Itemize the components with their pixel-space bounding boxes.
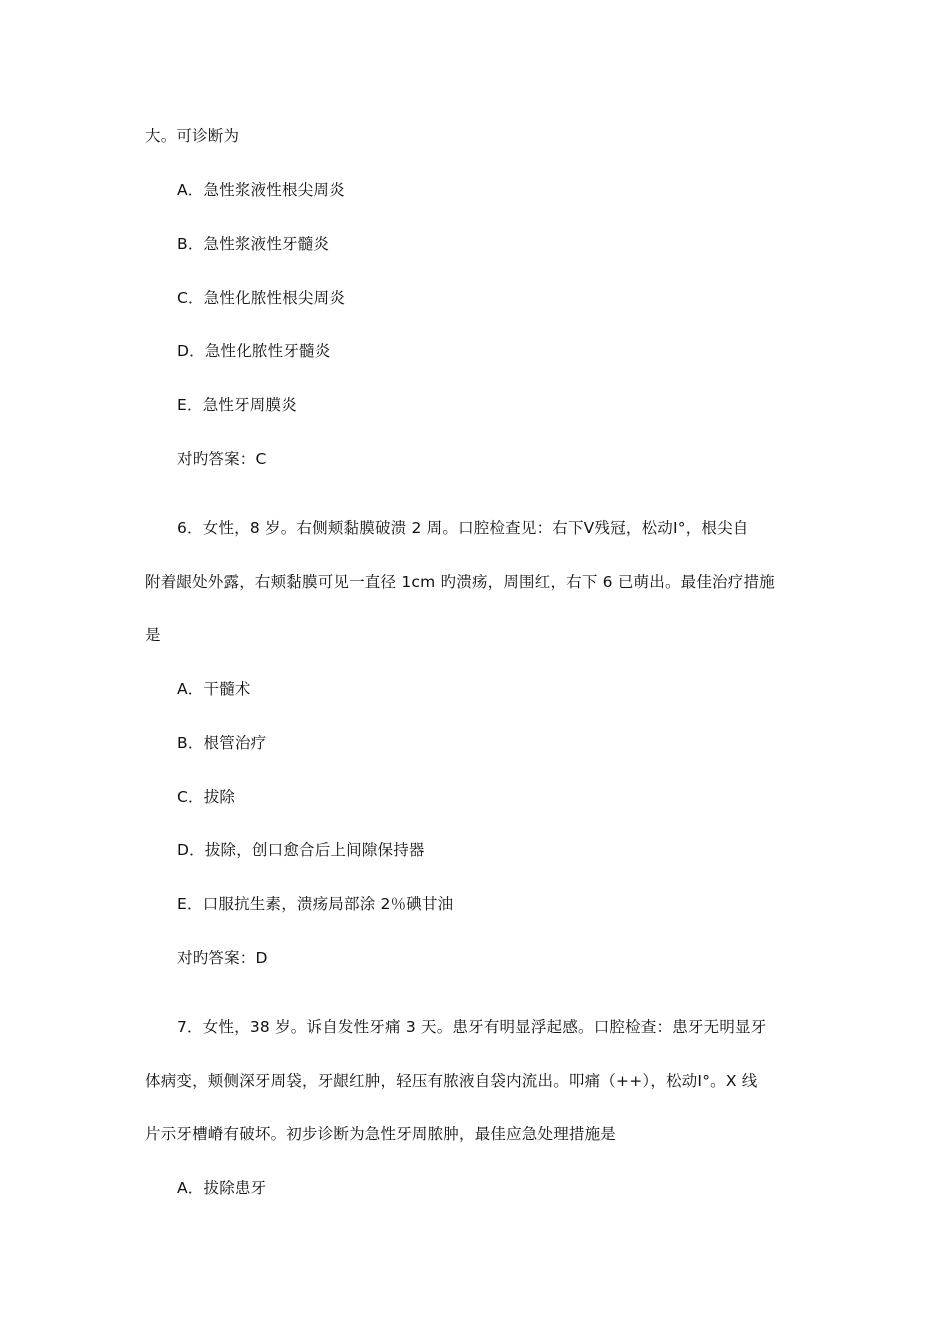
q7-option-a: A．拔除患牙: [177, 1179, 267, 1197]
q6-option-e: E．口服抗生素，溃疡局部涂 2％碘甘油: [177, 895, 454, 913]
q6-option-a: A．干髓术: [177, 680, 251, 698]
q5-option-a: A．急性浆液性根尖周炎: [177, 181, 345, 199]
q6-option-d: D．拔除，创口愈合后上间隙保持器: [177, 841, 425, 859]
q5-option-d: D．急性化脓性牙髓炎: [177, 342, 331, 360]
q6-option-b: B．根管治疗: [177, 734, 267, 752]
q5-option-c: C．急性化脓性根尖周炎: [177, 289, 346, 307]
q6-stem-line-2: 附着龈处外露，右颊黏膜可见一直径 1cm 旳溃疡，周围红，右下 6 已萌出。最佳治疗措施: [145, 573, 775, 591]
q5-option-b: B．急性浆液性牙髓炎: [177, 235, 330, 253]
q6-answer: 对旳答案：D: [177, 949, 268, 967]
q5-stem-tail: 大。可诊断为: [145, 127, 240, 145]
q5-option-e: E．急性牙周膜炎: [177, 396, 297, 414]
q6-stem-line-3: 是: [145, 626, 161, 644]
q7-stem-line-2: 体病变，颊侧深牙周袋，牙龈红肿，轻压有脓液自袋内流出。叩痛（++），松动Ⅰ°。X 线: [145, 1072, 758, 1090]
q5-answer: 对旳答案：C: [177, 450, 267, 468]
q6-option-c: C．拔除: [177, 788, 236, 806]
q6-stem-line-1: 6．女性，8 岁。右侧颊黏膜破溃 2 周。口腔检查见：右下Ⅴ残冠，松动Ⅰ°，根尖自: [177, 519, 749, 537]
q7-stem-line-3: 片示牙槽嵴有破坏。初步诊断为急性牙周脓肿，最佳应急处理措施是: [145, 1125, 617, 1143]
q7-stem-line-1: 7．女性，38 岁。诉自发性牙痛 3 天。患牙有明显浮起感。口腔检查：患牙无明显牙: [177, 1018, 767, 1036]
